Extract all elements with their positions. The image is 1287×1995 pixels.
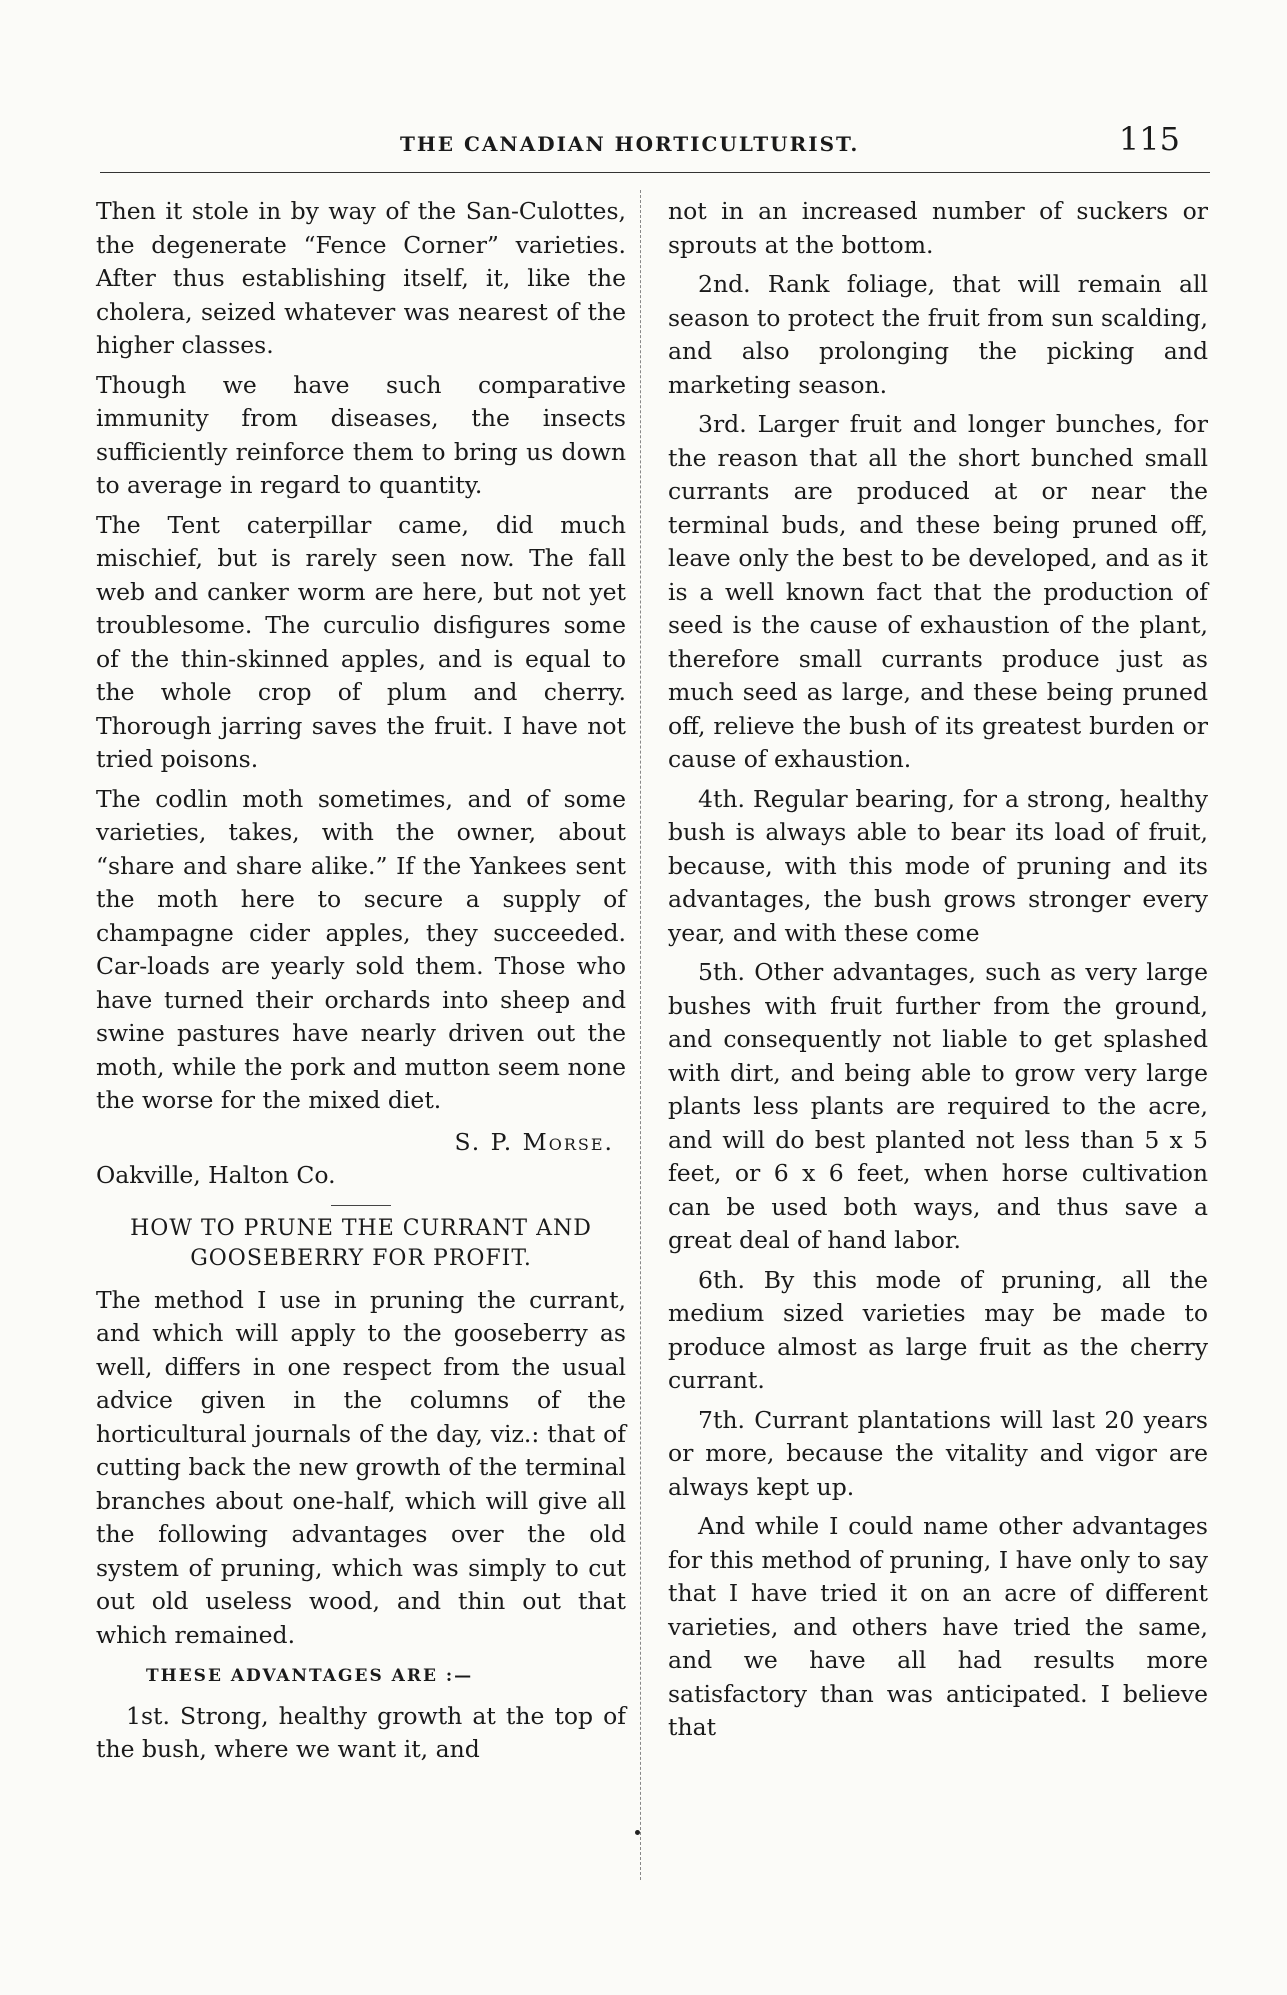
heading-line-2: GOOSEBERRY FOR PROFIT. bbox=[190, 1245, 532, 1271]
author-location: Oakville, Halton Co. bbox=[96, 1161, 336, 1189]
advantages-subheading: THESE ADVANTAGES ARE :— bbox=[146, 1666, 474, 1686]
paragraph: The Tent caterpillar came, did much mischief, but is rarely seen now. The fall web and canker worm are here, but not yet troublesome. The curculio disfigures some of the thin-skinned apples, and is equal to the whole crop of plum and cherry. Thorough jarring saves the fruit. I have not tried poisons. bbox=[96, 510, 626, 773]
paragraph: not in an increased number of suckers or sprouts at the bottom. bbox=[668, 197, 1208, 259]
column-divider bbox=[640, 190, 641, 1880]
paragraph: 7th. Currant plantations will last 20 years or more, because the vitality and vigor are always kept up. bbox=[668, 1405, 1208, 1501]
paragraph: Then it stole in by way of the San-Culottes, the degenerate “Fence Corner” varieties. After thus establishing itself, it, like the cholera, seized whatever was nearest of the higher classes. bbox=[96, 197, 626, 359]
paragraph: And while I could name other advantages for this method of pruning, I have only to say that I have tried it on an acre of different varieties, and others have tried the same, and we have all had results more satisfactory than was anticipated. I believe that bbox=[668, 1512, 1208, 1741]
paragraph: The codlin moth sometimes, and of some varieties, takes, with the owner, about “share and share alike.” If the Yankees sent the moth here to secure a supply of champagne cider apples, they succeeded. Car-loads are yearly sold them. Those who have turned their orchards into sheep and swine pastures have nearly driven out the moth, while the pork and mutton seem none the worse for the mixed diet. bbox=[96, 784, 626, 1114]
paragraph: 3rd. Larger fruit and longer bunches, for the reason that all the short bunched small currants are produced at or near the terminal buds, and these being pruned off, leave only the best to be developed, and as it is a well known fact that the production of seed is the cause of exhaustion of the plant, therefore small currants produce just as much seed as large, and these being pruned off, relieve the bush of its greatest burden or cause of exhaustion. bbox=[668, 410, 1208, 773]
paragraph: Though we have such comparative immunity from diseases, the insects sufficiently reinforce them to bring us down to average in regard to quantity. bbox=[96, 370, 626, 499]
paragraph: 6th. By this mode of pruning, all the medium sized varieties may be made to produce almost as large fruit as the cherry currant. bbox=[668, 1265, 1208, 1394]
journal-title: THE CANADIAN HORTICULTURIST. bbox=[400, 132, 860, 156]
section-divider bbox=[331, 1205, 391, 1206]
left-column bbox=[96, 195, 626, 1773]
article-heading bbox=[96, 1214, 626, 1274]
paragraph: 2nd. Rank foliage, that will remain all season to protect the fruit from sun scalding, and also prolonging the picking and marketing season. bbox=[668, 270, 1208, 399]
ink-dot bbox=[635, 1830, 640, 1835]
paragraph: 5th. Other advantages, such as very large bushes with fruit further from the ground, and consequently not liable to get splashed with dirt, and being able to grow very large plants less plants are required to the acre, and will do best planted not less than 5 x 5 feet, or 6 x 6 feet, when horse cultivation can be used both ways, and thus save a great deal of hand labor. bbox=[668, 958, 1208, 1254]
paragraph: 4th. Regular bearing, for a strong, healthy bush is always able to bear its load of fruit, because, with this mode of pruning and its advantages, the bush grows stronger every year, and with these come bbox=[668, 784, 1208, 947]
page-header bbox=[100, 120, 1200, 170]
heading-line-1: HOW TO PRUNE THE CURRANT AND bbox=[130, 1215, 592, 1241]
paragraph: 1st. Strong, healthy growth at the top of the bush, where we want it, and bbox=[96, 1701, 626, 1763]
right-column bbox=[668, 195, 1208, 1751]
author-signature: S. P. Morse. bbox=[454, 1127, 614, 1156]
header-rule bbox=[100, 172, 1210, 173]
page-number: 115 bbox=[1118, 120, 1180, 158]
paragraph: The method I use in pruning the currant, and which will apply to the gooseberry as well, differs in one respect from the usual advice given in the columns of the horticultural journals of the day, viz.: that of cutting back the new growth of the terminal branches about one-half, which will give all the following advantages over the old system of pruning, which was simply to cut out old useless wood, and thin out that which remained. bbox=[96, 1285, 626, 1649]
